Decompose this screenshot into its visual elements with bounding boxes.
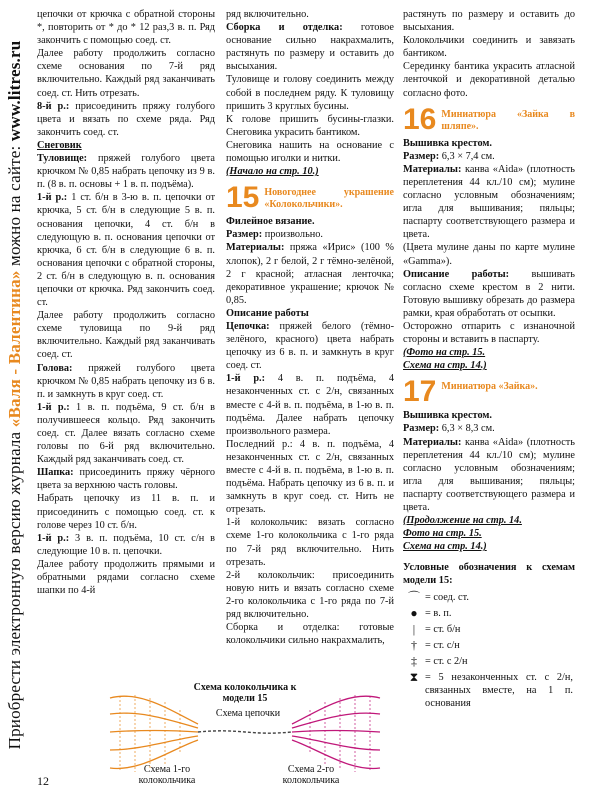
bell1-rows [110, 696, 198, 768]
paragraph: растянуть по размеру и оставить до высыхания. [403, 9, 575, 34]
page-reference: Схема на стр. 14.) [403, 360, 487, 372]
section-17-header [403, 375, 575, 409]
column-1 [37, 8, 215, 597]
section-number: 16 [403, 102, 437, 136]
section-number: 15 [226, 181, 260, 215]
label: Шапка: [37, 467, 74, 479]
legend-text: = ст. б/н [425, 623, 461, 635]
paragraph [226, 228, 394, 241]
paragraph: Туловище и голову соединить между собой в последнем ряду. К туловищу пришить 3 круглых бусины. [226, 74, 394, 112]
diagram-title: Схема колокольчика к модели 15 [193, 682, 297, 704]
text: вышивать согласно схеме крестом в 2 нити. Готовую вышивку обрезать до размера рамки, края обработать от осыпки. [403, 268, 575, 319]
section-number: 17 [403, 375, 437, 409]
paragraph: Далее работу продолжить прямыми и обратными рядами согласно схеме шапки по 4-й [37, 558, 215, 597]
subheading: Описание работы [226, 307, 309, 319]
text: присоединить пряжу чёрного цвета за верхнюю часть головы. [37, 467, 215, 492]
legend-text: = 5 незаконченных ст. с 2/н, связанных вместе, на 1 п. основания [425, 672, 573, 710]
paragraph: ряд включительно. [226, 9, 309, 20]
bell1-chart [110, 695, 198, 772]
paragraph: Колокольчики соединить и завязать бантиком. [403, 35, 575, 60]
legend-item [403, 639, 575, 652]
text: 6,3 × 7,4 см. [439, 150, 495, 162]
paragraph: цепочки от крючка с обратной стороны *, повторить от * до * 12 раз,3 в. п. Ряд закончить с помощью соед. ст. [37, 9, 215, 47]
paragraph [226, 372, 394, 437]
legend-item [403, 591, 575, 604]
single-crochet-icon: | [412, 621, 416, 636]
paragraph: Снеговика нашить на основание с помощью иголки и нитки. [226, 139, 394, 165]
paragraph [403, 150, 575, 163]
label: Материалы: [403, 436, 462, 448]
text: пряжа «Ирис» (100 % хлопок), 2 г белой, 2 г тёмно-зелёной, 2 г красной; атласная ленточка; декоративное украшение; крючок № 0,85. [226, 242, 394, 306]
row-label: 1-й р.: [37, 532, 70, 544]
label: Туловище: [37, 153, 88, 165]
chain-line [198, 731, 292, 733]
diagram-svg [100, 680, 390, 792]
label: Голова: [37, 362, 73, 374]
heading-snowman: Снеговик [37, 139, 82, 151]
page-reference: (Продолжение на стр. 14. [403, 515, 522, 527]
label: Описание работы: [403, 268, 510, 280]
legend-item [403, 623, 575, 636]
section-15-header [226, 181, 394, 215]
row-text: 1 ст. б/н в 3-ю в. п. цепочки от крючка, 5 ст. б/н в следующие 5 в. п. основания цепочки, 4 ст. б/н в следующую в. п. основания цепочки от крючка, 6 ст. б/н в следующие 6 в. п. основания цепочки с обратной стороны, 2 ст. б/н в следующую в. п. основания цепочки от крючка. Ряд закончить соед. ст. [37, 192, 215, 309]
paragraph: Далее работу продолжить согласно схеме основания по 7-й ряд включительно. Каждый ряд заканчивать соед. ст. Нить отрезать. [37, 48, 215, 99]
text: канва «Aida» (плотность переплетения 44 кл./10 см); мулине согласно условным обозначениям; игла для вышивания; пяльцы; паспарту соответствующего размера и цвета. [403, 163, 575, 241]
row-label: 1-й р.: [226, 373, 266, 385]
legend-item [403, 655, 575, 668]
label: Материалы: [226, 242, 285, 254]
page-reference: Схема на стр. 14.) [403, 541, 487, 553]
paragraph [226, 21, 394, 73]
row-text: 1 в. п. подъёма, 9 ст. б/н в получившееся кольцо. Ряд закончить соед. ст. Далее вязать согласно схеме головы по 6-й ряд включительно. Каждый ряд заканчивать соед. ст. [37, 401, 215, 466]
legend-text: = в. п. [425, 607, 452, 619]
section-title: Миниатюра «Зайка в шляпе». [441, 108, 575, 132]
paragraph [403, 268, 575, 320]
paragraph [37, 466, 215, 492]
paragraph [37, 532, 215, 558]
bell-diagram [100, 680, 390, 792]
paragraph [37, 191, 215, 309]
label: Размер: [226, 229, 263, 241]
paragraph: Последний р.: 4 в. п. подъёма, 4 незаконченных ст. с 2/н, связанных вместе с 4-й в. п. подъёма, в 1-ю в. п. подъёма. Набрать цепочку из 6 в. п. и замкнуть в круг соед. ст. Нить не отрезать. [226, 438, 394, 516]
label: Материалы: [403, 163, 462, 175]
label: Цепочка: [226, 320, 270, 332]
label: Сборка и отделка: [226, 22, 343, 34]
paragraph: Сборка и отделка: готовые колокольчики сильно накрахмалить, [226, 622, 394, 647]
technique: Филейное вязание. [226, 216, 315, 228]
text: канва «Aida» (плотность переплетения 44 кл./10 см); мулине согласно условным обозначениям; игла для вышивания; пяльцы; паспарту соответствующего размера и цвета. [403, 436, 575, 513]
paragraph: 2-й колокольчик: присоединить новую нить и вязать согласно схеме 2-го колокольчика с 1-го ряда по 7-й ряд включительно. [226, 569, 394, 621]
page-reference: (Фото на стр. 15. [403, 347, 486, 359]
chain-stitch-icon: ● [410, 605, 418, 620]
row-text: присоединить пряжу голубого цвета и вязать по схеме ряда. Ряд закончить соед. ст. [37, 100, 215, 138]
row-text: 4 в. п. подъёма, 4 незаконченных ст. с 2/н, связанных вместе с 4-й в. п. подъёма, в 1-ю в. п. подъёма. Далее набрать цепочку произвольного размера. [226, 373, 394, 437]
row-text: 3 в. п. подъёма, 10 ст. с/н в следующие 10 в. п. цепочки. [37, 532, 215, 557]
page-number: 12 [37, 774, 49, 788]
paragraph [37, 401, 215, 466]
paragraph: Далее работу продолжить согласно схеме туловища по 9-й ряд включительно. Каждый ряд заканчивать соед. ст. [37, 310, 215, 361]
text: пряжей голубого цвета крючком № 0,85 набрать цепочку из 9 в. п. (8 в. п. основы + 1 в. п. подъёма). [37, 153, 215, 191]
legend-title: Условные обозначения к схемам модели 15: [403, 562, 575, 587]
paragraph [37, 100, 215, 139]
legend-text: = ст. с/н [425, 639, 460, 651]
sidebar-site-link[interactable]: www.litres.ru [5, 40, 24, 142]
page-reference: Фото на стр. 15. [403, 528, 482, 540]
paragraph [403, 436, 575, 515]
bell2-chart [292, 695, 380, 772]
sidebar-brand: «Валя - Валентина» [5, 270, 24, 428]
text: пряжей белого (тёмно-зелёного, красного) цвета набрать цепочку из 6 в. п. и замкнуть в круг соед. ст. [226, 320, 394, 372]
sidebar-text [5, 41, 25, 750]
paragraph [226, 320, 394, 372]
bell2-rows [292, 696, 380, 768]
paragraph: Набрать цепочку из 11 в. п. и присоединить с помощью соед. ст. к голове через 10 ст. б/н. [37, 493, 215, 531]
bell2-label: Схема 2-го колокольчика [282, 764, 340, 786]
label: Размер: [403, 150, 440, 162]
paragraph [226, 241, 394, 306]
paragraph: 1-й колокольчик: вязать согласно схеме 1-го колокольчика с 1-го ряда по 7-й ряд включительно. Нить отрезать. [226, 517, 394, 568]
bell1-label: Схема 1-го колокольчика [138, 764, 196, 786]
text: пряжей голубого цвета крючком № 0,85 набрать цепочку из 6 в. п. и замкнуть в круг соед. ст. [37, 362, 215, 400]
double-crochet-icon: † [411, 637, 417, 652]
paragraph: К голове пришить бусины-глазки. Снеговика украсить бантиком. [226, 113, 394, 138]
row-label: 1-й р.: [37, 401, 70, 413]
legend-item [403, 671, 575, 710]
text: 6,3 × 8,3 см. [439, 423, 495, 435]
paragraph: Серединку бантика украсить атласной ленточкой и декоративной деталью согласно фото. [403, 61, 575, 99]
technique: Вышивка крестом. [403, 137, 492, 149]
paragraph [37, 152, 215, 191]
chain-label: Схема цепочки [215, 708, 281, 719]
row-label: 8-й р.: [37, 100, 70, 112]
sidebar-middle: можно на сайте: [5, 141, 24, 271]
section-title: Миниатюра «Зайка». [441, 381, 538, 393]
paragraph: (Цвета мулине даны по карте мулине «Gamma»). [403, 242, 575, 267]
legend-item [403, 607, 575, 620]
page-reference: (Начало на стр. 10.) [226, 166, 319, 178]
cluster-stitch-icon: ⧗ [409, 670, 419, 685]
paragraph: Осторожно отпарить с изнаночной стороны и вставить в паспарту. [403, 320, 575, 346]
sidebar-prefix: Приобрести электронную версию журнала [5, 427, 24, 750]
section-16-header [403, 102, 575, 136]
sidebar-banner [2, 10, 28, 780]
label: Размер: [403, 423, 440, 435]
text: готовое основание сильно накрахмалить, растянуть по размеру и оставить до высыхания. [226, 22, 394, 73]
paragraph [403, 422, 575, 435]
paragraph [403, 163, 575, 242]
treble-crochet-icon: ‡ [411, 653, 417, 668]
legend-text: = ст. с 2/н [425, 655, 468, 667]
legend-text: = соед. ст. [425, 591, 469, 603]
slip-stitch-icon: ⌒ [407, 589, 420, 604]
row-label: 1-й р.: [37, 192, 68, 204]
paragraph [37, 362, 215, 401]
technique: Вышивка крестом. [403, 410, 492, 422]
column-3 [403, 8, 575, 713]
legend [403, 591, 575, 711]
column-2 [226, 8, 394, 647]
text: произвольно. [262, 229, 324, 241]
section-title: Новогоднее украшение «Колокольчики». [264, 187, 394, 211]
